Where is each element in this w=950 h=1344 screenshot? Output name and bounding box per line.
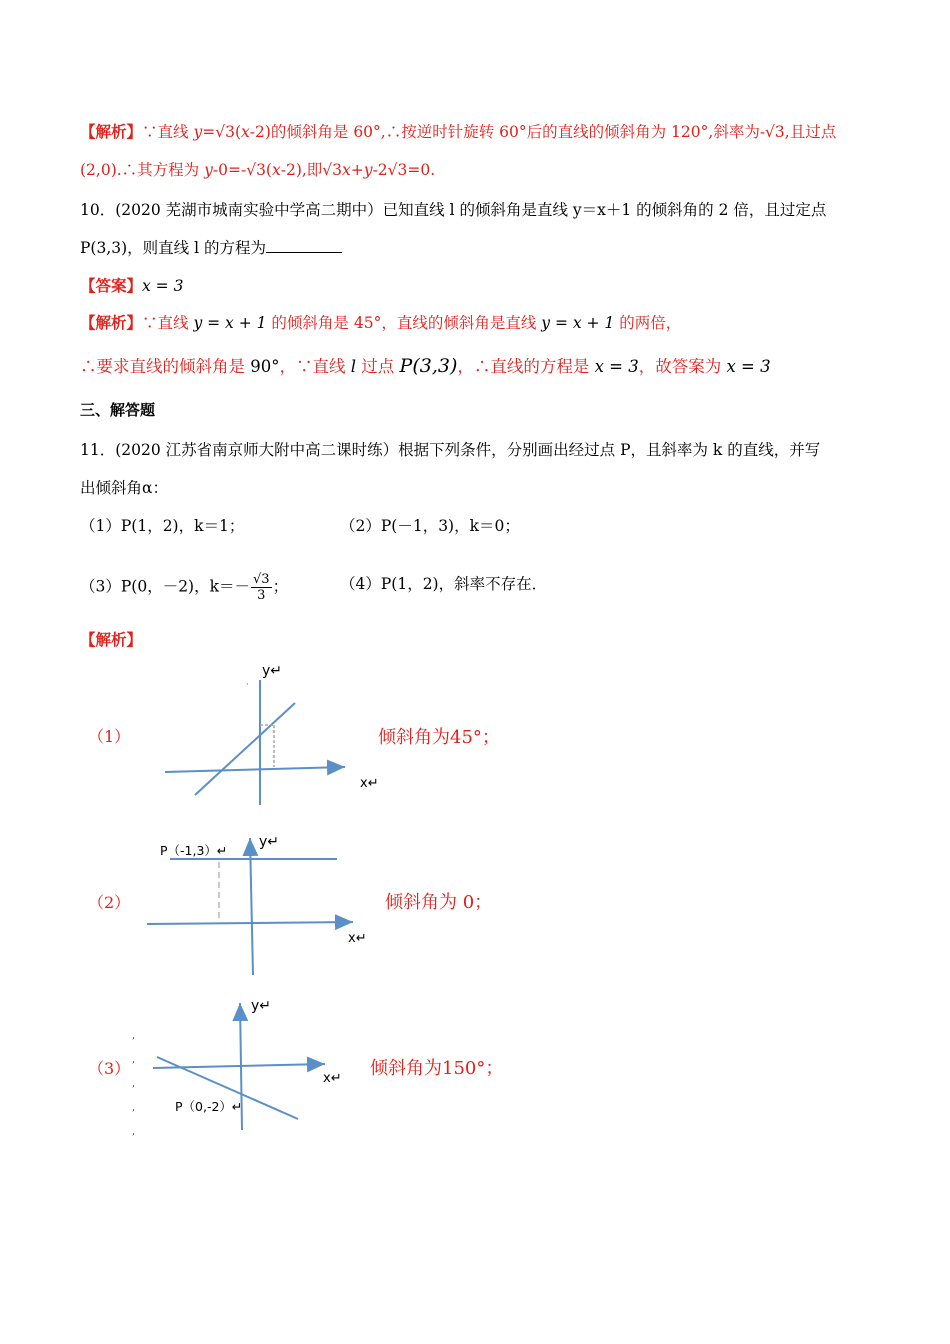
fig1-caption: 倾斜角为45°； bbox=[378, 727, 500, 748]
sol9-text: + bbox=[350, 161, 364, 179]
q10-sol-text: ∴要求直线的倾斜角是 bbox=[80, 357, 251, 376]
sol9-text: -2√3=0. bbox=[372, 161, 436, 179]
sol9-var: y bbox=[363, 161, 373, 179]
fig2-graph bbox=[145, 830, 375, 980]
sol9-text: -2),即√3 bbox=[280, 161, 343, 179]
margin-marks: , , , , , bbox=[132, 1030, 136, 1137]
q10-sol-line2 bbox=[80, 356, 771, 377]
sol9-text: -0=-√3( bbox=[212, 161, 272, 179]
sol9-text: =√3( bbox=[202, 123, 241, 141]
answer-bracket: 【答案】 bbox=[80, 276, 143, 295]
sol9-line2 bbox=[80, 160, 435, 180]
q11-case4: （4）P(1，2)，斜率不存在． bbox=[340, 575, 548, 593]
fraction-numerator: √3 bbox=[253, 572, 270, 587]
analysis-bracket: 【解析】 bbox=[80, 122, 143, 141]
q11-analysis bbox=[80, 630, 142, 650]
fig3-caption: 倾斜角为150°； bbox=[370, 1058, 504, 1079]
slope-line bbox=[195, 703, 295, 795]
x-axis bbox=[147, 922, 353, 924]
x-axis-label: x↵ bbox=[323, 1071, 342, 1086]
q10-line2 bbox=[80, 238, 342, 258]
q11-case3 bbox=[80, 572, 288, 603]
q11-line1: 11．(2020 江苏省南京师大附中高二课时练）根据下列条件，分别画出经过点 P，且斜率为 k 的直线，并写 bbox=[80, 441, 821, 459]
point-label: P（0,-2）↵ bbox=[175, 1099, 243, 1114]
q11-case3-text: （3）P(0，－2)，k＝－ bbox=[80, 577, 251, 596]
q10-sol-text: ，∴直线的方程是 bbox=[457, 357, 595, 376]
sol9-text: (2,0).∴其方程为 bbox=[80, 161, 205, 179]
q10-sol-math: x = 3 bbox=[594, 357, 639, 376]
sol9-line1 bbox=[80, 122, 836, 142]
q10-sol-text: 的倾斜角是 45°，直线的倾斜角是直线 bbox=[266, 314, 542, 332]
y-axis-label: y↵ bbox=[251, 998, 272, 1014]
q10-sol-math: y = x + 1 bbox=[541, 314, 615, 332]
x-axis-label: x↵ bbox=[360, 776, 379, 791]
sol9-var: y bbox=[193, 123, 203, 141]
q10-line1: 10．(2020 芜湖市城南实验中学高二期中）已知直线 l 的倾斜角是直线 y＝x＋1 的倾斜角的 2 倍，且过定点 bbox=[80, 201, 827, 219]
q11-case1: （1）P(1，2)，k＝1； bbox=[80, 517, 245, 535]
q10-sol-text: 的两倍， bbox=[614, 314, 682, 332]
q11-case3-text: ； bbox=[272, 577, 289, 596]
fig1-graph bbox=[150, 655, 380, 805]
x-axis bbox=[165, 767, 345, 772]
sol9-var: x bbox=[271, 161, 281, 179]
fig1-tag: （1） bbox=[88, 727, 131, 746]
q11-line2: 出倾斜角α： bbox=[80, 479, 168, 497]
fig2-caption: 倾斜角为 0； bbox=[385, 892, 493, 913]
q10-sol-math: l bbox=[350, 357, 357, 376]
dot-mark: · bbox=[246, 680, 249, 690]
y-axis-label: y↵ bbox=[262, 663, 283, 679]
sol9-text: ∵直线 bbox=[142, 123, 194, 141]
q10-sol-line1 bbox=[80, 313, 681, 333]
answer-blank bbox=[266, 238, 342, 253]
q10-sol-text: 过点 bbox=[356, 357, 400, 376]
sol9-text: -2)的倾斜角是 60°,∴按逆时针旋转 60°后的直线的倾斜角为 120°,斜率为-√3,且过点 bbox=[249, 123, 837, 141]
q10-sol-text: ，故答案为 bbox=[638, 357, 727, 376]
q10-sol-text: ∵直线 bbox=[142, 314, 194, 332]
x-axis-label: x↵ bbox=[348, 931, 367, 946]
sol9-var: x bbox=[241, 123, 250, 141]
q10-sol-math: x = 3 bbox=[726, 357, 771, 376]
q10-text: P(3,3)，则直线 l 的方程为 bbox=[80, 239, 266, 257]
analysis-bracket: 【解析】 bbox=[80, 630, 143, 649]
q10-sol-math: P(3,3) bbox=[399, 355, 458, 377]
fraction bbox=[251, 572, 272, 603]
q10-answer-value: x = 3 bbox=[142, 277, 184, 295]
analysis-bracket: 【解析】 bbox=[80, 313, 143, 332]
fig3-tag: （3） bbox=[88, 1059, 131, 1078]
y-axis-label: y↵ bbox=[259, 834, 280, 850]
sol9-var: y bbox=[204, 161, 213, 179]
fraction-denominator: 3 bbox=[257, 588, 266, 603]
fig2-tag: （2） bbox=[88, 893, 131, 912]
fig3-graph bbox=[145, 995, 355, 1135]
section-heading: 三、解答题 bbox=[80, 401, 156, 419]
point-label: P（-1,3）↵ bbox=[160, 843, 228, 858]
q10-sol-text: ，∵直线 bbox=[279, 357, 351, 376]
q10-sol-math: y = x + 1 bbox=[193, 314, 267, 332]
sol9-var: x bbox=[342, 161, 351, 179]
q11-case2: （2）P(－1，3)，k＝0； bbox=[340, 517, 520, 535]
q10-sol-math: 90° bbox=[250, 357, 280, 376]
q10-answer bbox=[80, 276, 183, 296]
